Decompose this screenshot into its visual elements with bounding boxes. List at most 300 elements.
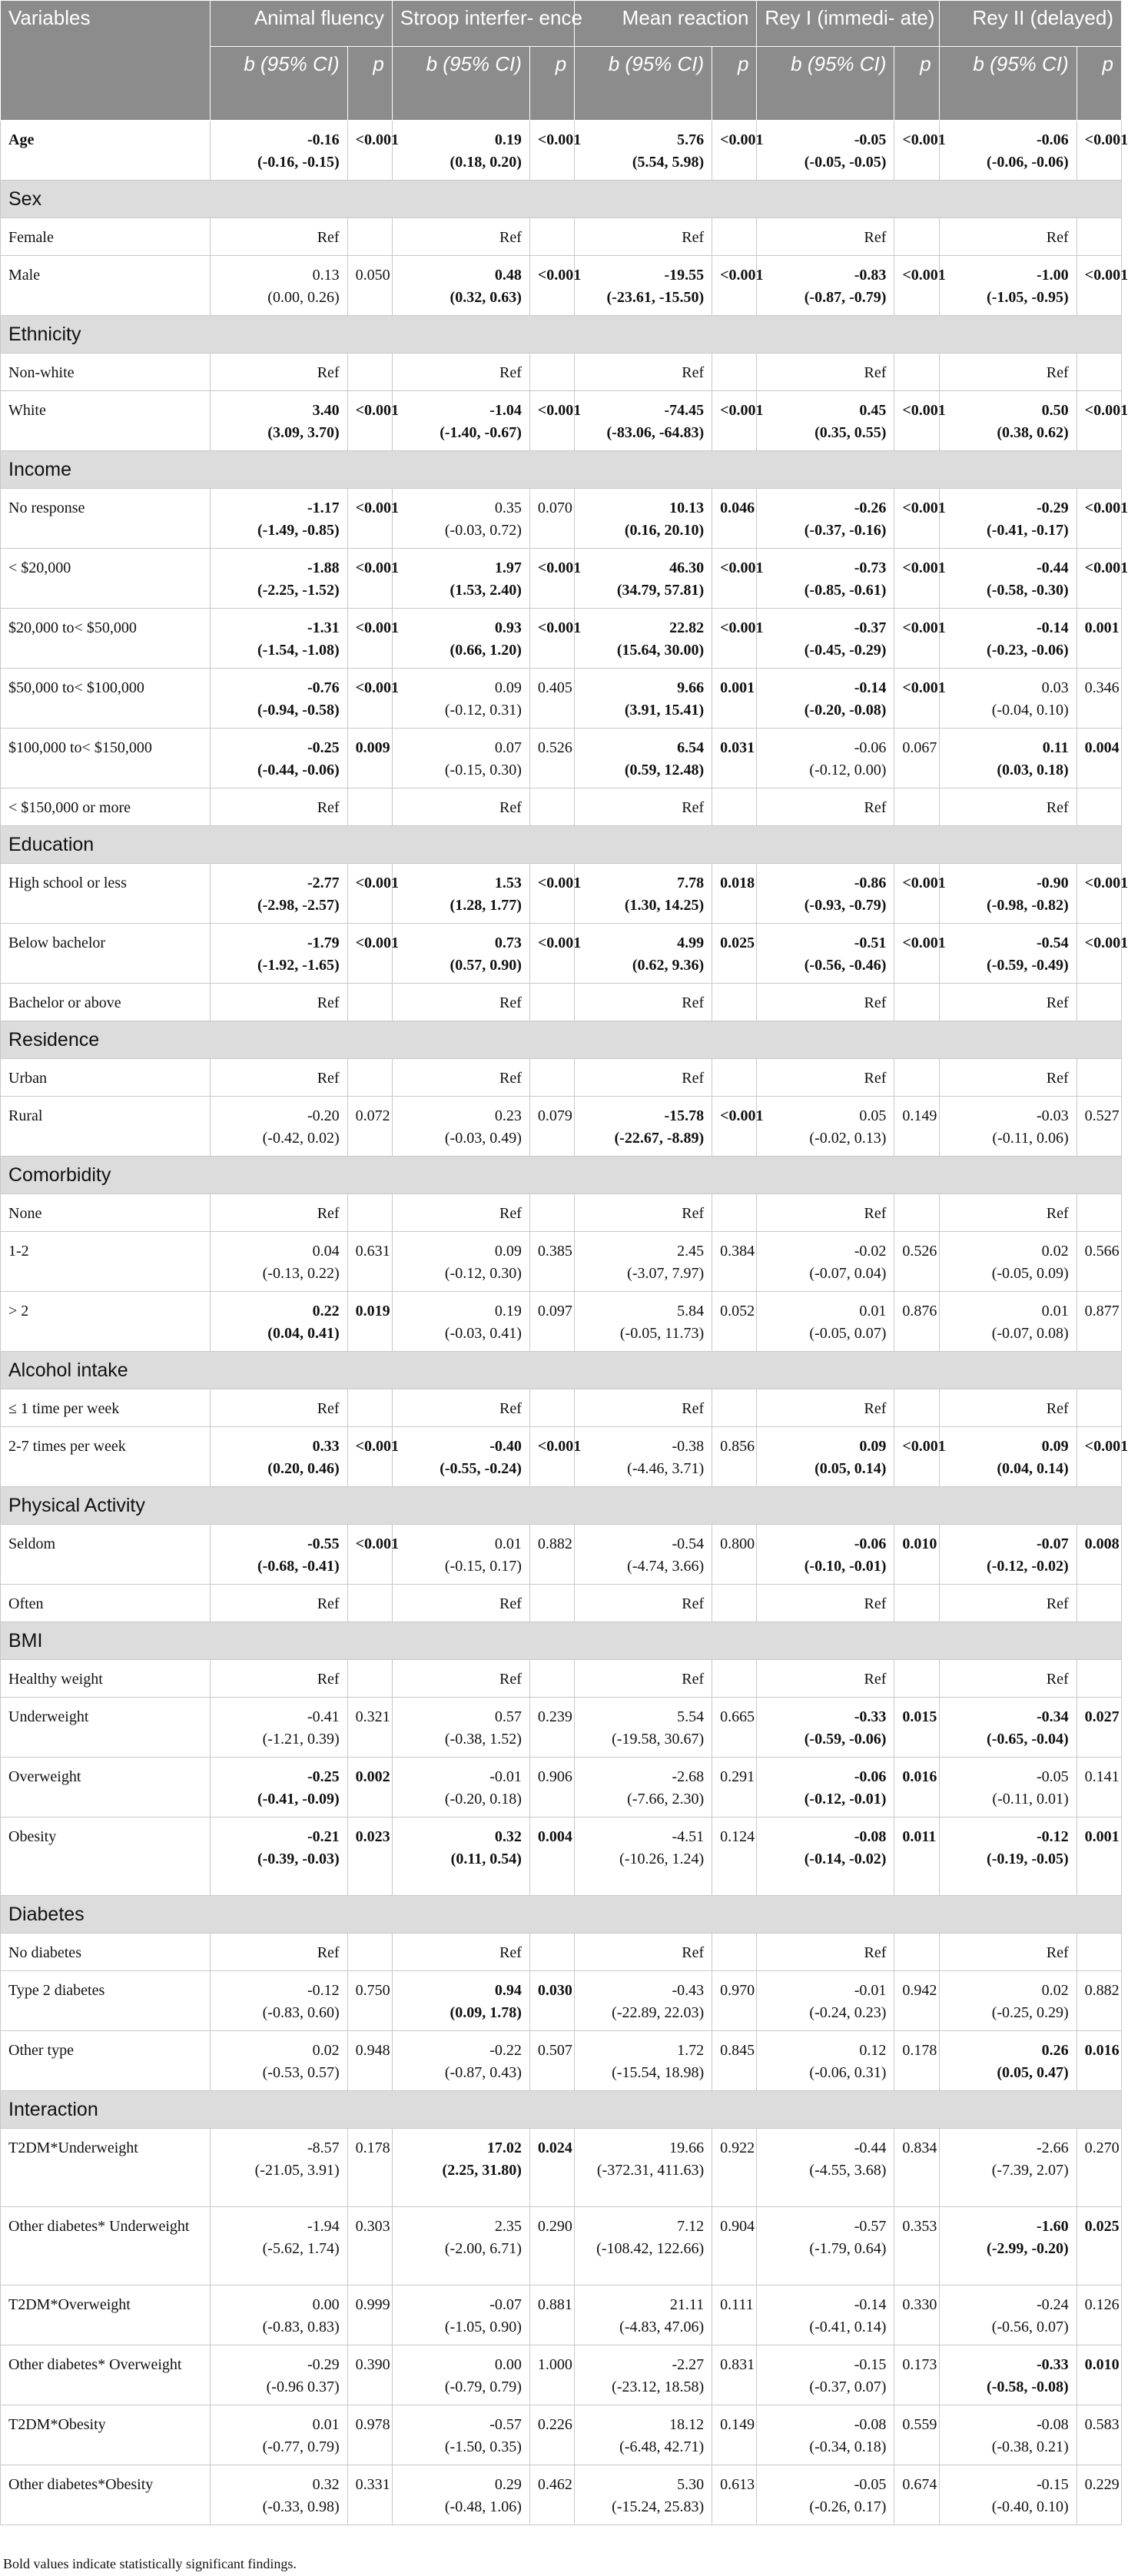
table-row bbox=[1, 2465, 1122, 2525]
estimate-cell bbox=[939, 2031, 1077, 2091]
estimate-cell bbox=[575, 1292, 712, 1352]
p-value-cell: 0.018 bbox=[712, 864, 757, 924]
estimate-ci: (-0.12, 0.31) bbox=[444, 702, 522, 719]
estimate-b: -0.08 bbox=[854, 2416, 887, 2433]
estimate-cell bbox=[575, 489, 712, 549]
estimate-b: -0.90 bbox=[1037, 875, 1069, 891]
table-row bbox=[1, 391, 1122, 451]
p-value-cell bbox=[712, 788, 757, 826]
estimate-b: -0.08 bbox=[1037, 2416, 1069, 2433]
estimate-ci: (0.35, 0.55) bbox=[814, 424, 887, 441]
estimate-ci: (0.04, 0.14) bbox=[997, 1460, 1069, 1477]
estimate-ci: (-0.03, 0.41) bbox=[444, 1325, 522, 1342]
estimate-cell bbox=[392, 489, 529, 549]
estimate-cell bbox=[757, 2405, 894, 2465]
estimate-b: 0.01 bbox=[1041, 1303, 1069, 1320]
p-value-cell: 0.390 bbox=[347, 2345, 392, 2405]
row-label: < $150,000 or more bbox=[1, 788, 211, 826]
estimate-b: -0.14 bbox=[854, 2296, 887, 2313]
estimate-cell bbox=[939, 924, 1077, 984]
table-row bbox=[1, 2031, 1122, 2091]
ref-label: Ref bbox=[317, 994, 340, 1011]
estimate-b: 0.22 bbox=[312, 1303, 340, 1320]
p-value-cell: <0.001 bbox=[894, 489, 939, 549]
estimate-ci: (-108.42, 122.66) bbox=[596, 2240, 705, 2257]
p-value-cell bbox=[712, 1194, 757, 1232]
ref-label: Ref bbox=[682, 1205, 705, 1222]
p-value-cell: 0.001 bbox=[1077, 609, 1121, 669]
ref-cell bbox=[210, 354, 347, 391]
estimate-b: 0.01 bbox=[494, 1535, 522, 1552]
estimate-cell bbox=[210, 2465, 347, 2525]
ref-label: Ref bbox=[864, 1070, 887, 1087]
p-value-cell bbox=[347, 788, 392, 826]
p-value-cell: 0.229 bbox=[1077, 2465, 1121, 2525]
estimate-cell bbox=[939, 669, 1077, 729]
estimate-ci: (-0.03, 0.72) bbox=[444, 522, 522, 539]
estimate-ci: (-0.44, -0.06) bbox=[257, 762, 340, 778]
estimate-b: 0.32 bbox=[312, 2476, 340, 2493]
estimate-b: -0.12 bbox=[307, 1982, 340, 1999]
estimate-b: 1.72 bbox=[677, 2042, 705, 2059]
estimate-b: 0.45 bbox=[859, 402, 887, 419]
estimate-b: 0.05 bbox=[859, 1107, 887, 1124]
estimate-cell bbox=[210, 669, 347, 729]
ref-label: Ref bbox=[499, 1671, 522, 1688]
estimate-cell bbox=[392, 924, 529, 984]
estimate-ci: (-0.48, 1.06) bbox=[444, 2498, 522, 2515]
estimate-ci: (0.59, 12.48) bbox=[624, 762, 705, 778]
estimate-cell bbox=[575, 609, 712, 669]
p-value-cell: 0.001 bbox=[1077, 1817, 1121, 1896]
p-value-cell: <0.001 bbox=[894, 1427, 939, 1487]
estimate-cell bbox=[210, 1971, 347, 2031]
estimate-ci: (-1.49, -0.85) bbox=[257, 522, 340, 539]
estimate-ci: (-0.20, -0.08) bbox=[804, 702, 887, 719]
section-label: Diabetes bbox=[1, 1896, 1122, 1934]
p-value-cell bbox=[529, 984, 574, 1021]
estimate-cell bbox=[757, 1292, 894, 1352]
estimate-cell bbox=[210, 2207, 347, 2286]
group-header-stroop-interference: Stroop interfer- ence bbox=[392, 1, 574, 47]
section-label: Interaction bbox=[1, 2091, 1122, 2129]
estimate-b: -0.21 bbox=[307, 1828, 340, 1845]
estimate-cell bbox=[392, 729, 529, 788]
estimate-cell bbox=[757, 1525, 894, 1585]
p-value-cell bbox=[894, 1934, 939, 1971]
table-row bbox=[1, 2207, 1122, 2286]
p-value-cell: 0.346 bbox=[1077, 669, 1121, 729]
p-value-cell bbox=[894, 354, 939, 391]
estimate-b: -15.78 bbox=[664, 1107, 705, 1124]
p-value-cell: 0.046 bbox=[712, 489, 757, 549]
table-row bbox=[1, 2345, 1122, 2405]
p-value-cell: 0.613 bbox=[712, 2465, 757, 2525]
estimate-cell bbox=[392, 2031, 529, 2091]
estimate-cell bbox=[210, 1097, 347, 1157]
estimate-ci: (2.25, 31.80) bbox=[442, 2162, 522, 2179]
p-value-cell: 0.015 bbox=[894, 1698, 939, 1758]
p-value-cell: 0.024 bbox=[529, 2129, 574, 2207]
estimate-cell bbox=[392, 1427, 529, 1487]
ref-cell bbox=[392, 1194, 529, 1232]
p-value-cell bbox=[712, 1585, 757, 1622]
ref-cell bbox=[392, 984, 529, 1021]
p-value-cell: 0.001 bbox=[712, 669, 757, 729]
section-label: Income bbox=[1, 451, 1122, 489]
p-value-cell: 0.025 bbox=[1077, 2207, 1121, 2286]
estimate-cell bbox=[757, 609, 894, 669]
estimate-b: 0.00 bbox=[494, 2356, 522, 2373]
estimate-cell bbox=[210, 121, 347, 181]
estimate-b: -0.05 bbox=[854, 2476, 887, 2493]
estimate-b: 2.35 bbox=[494, 2218, 522, 2235]
estimate-b: -0.44 bbox=[854, 2139, 887, 2156]
estimate-cell bbox=[575, 1971, 712, 2031]
ref-label: Ref bbox=[499, 229, 522, 246]
p-value-cell: <0.001 bbox=[529, 549, 574, 609]
row-label: Often bbox=[1, 1585, 211, 1622]
p-value-cell: <0.001 bbox=[712, 256, 757, 316]
p-value-cell: 0.239 bbox=[529, 1698, 574, 1758]
estimate-cell bbox=[939, 1427, 1077, 1487]
p-value-cell: <0.001 bbox=[347, 1427, 392, 1487]
estimate-cell bbox=[757, 2207, 894, 2286]
estimate-cell bbox=[757, 1758, 894, 1817]
estimate-b: 2.45 bbox=[677, 1243, 705, 1260]
p-value-cell bbox=[529, 1660, 574, 1698]
estimate-cell bbox=[757, 2129, 894, 2207]
estimate-b: 0.26 bbox=[1041, 2042, 1069, 2059]
ref-label: Ref bbox=[317, 1400, 340, 1417]
p-value-cell: 0.141 bbox=[1077, 1758, 1121, 1817]
estimate-ci: (-2.98, -2.57) bbox=[257, 897, 340, 914]
table-header bbox=[1, 1, 1122, 121]
p-value-cell: <0.001 bbox=[894, 391, 939, 451]
estimate-cell bbox=[392, 2465, 529, 2525]
p-value-cell: 1.000 bbox=[529, 2345, 574, 2405]
p-value-cell: 0.922 bbox=[712, 2129, 757, 2207]
estimate-ci: (-0.65, -0.04) bbox=[987, 1731, 1069, 1748]
p-value-cell: 0.527 bbox=[1077, 1097, 1121, 1157]
p-value-cell: 0.027 bbox=[1077, 1698, 1121, 1758]
estimate-ci: (-372.31, 411.63) bbox=[596, 2162, 705, 2179]
estimate-ci: (-7.66, 2.30) bbox=[627, 1791, 705, 1808]
estimate-cell bbox=[757, 729, 894, 788]
estimate-cell bbox=[392, 391, 529, 451]
estimate-ci: (-0.40, 0.10) bbox=[991, 2498, 1069, 2515]
ref-label: Ref bbox=[864, 1400, 887, 1417]
estimate-b: -0.86 bbox=[854, 875, 887, 891]
p-value-cell: <0.001 bbox=[712, 549, 757, 609]
p-value-cell bbox=[894, 1059, 939, 1097]
b-ci-header: b (95% CI) bbox=[392, 47, 529, 121]
table-row bbox=[1, 2129, 1122, 2207]
estimate-ci: (-0.04, 0.10) bbox=[991, 702, 1069, 719]
estimate-ci: (-0.59, -0.49) bbox=[987, 957, 1069, 974]
p-value-cell: 0.050 bbox=[347, 256, 392, 316]
variables-header: Variables bbox=[1, 1, 211, 121]
estimate-ci: (0.11, 0.54) bbox=[450, 1851, 522, 1867]
estimate-ci: (3.09, 3.70) bbox=[267, 424, 340, 441]
estimate-b: 0.11 bbox=[1042, 739, 1069, 756]
estimate-cell bbox=[392, 2129, 529, 2207]
ref-cell bbox=[210, 218, 347, 256]
estimate-b: -19.55 bbox=[664, 267, 705, 284]
estimate-cell bbox=[939, 121, 1077, 181]
ref-cell bbox=[575, 1660, 712, 1698]
p-value-cell: 0.124 bbox=[712, 1817, 757, 1896]
table-row bbox=[1, 864, 1122, 924]
row-label: Other diabetes* Underweight bbox=[1, 2207, 211, 2286]
row-label: Underweight bbox=[1, 1698, 211, 1758]
estimate-cell bbox=[575, 121, 712, 181]
p-value-cell: 0.004 bbox=[529, 1817, 574, 1896]
p-value-cell: 0.025 bbox=[712, 924, 757, 984]
estimate-ci: (0.04, 0.41) bbox=[267, 1325, 340, 1342]
ref-label: Ref bbox=[682, 994, 705, 1011]
estimate-ci: (0.32, 0.63) bbox=[450, 289, 522, 306]
estimate-cell bbox=[757, 1817, 894, 1896]
ref-label: Ref bbox=[864, 1595, 887, 1612]
p-value-header: p bbox=[1077, 47, 1121, 121]
estimate-b: -1.94 bbox=[307, 2218, 340, 2235]
ref-label: Ref bbox=[1046, 1595, 1069, 1612]
estimate-cell bbox=[210, 1817, 347, 1896]
estimate-b: 6.54 bbox=[677, 739, 705, 756]
p-value-cell: <0.001 bbox=[347, 669, 392, 729]
row-label: 2-7 times per week bbox=[1, 1427, 211, 1487]
estimate-b: -8.57 bbox=[307, 2139, 340, 2156]
ref-cell bbox=[757, 984, 894, 1021]
p-value-cell: 0.856 bbox=[712, 1427, 757, 1487]
p-value-cell: 0.291 bbox=[712, 1758, 757, 1817]
estimate-b: 0.57 bbox=[494, 1708, 522, 1725]
estimate-ci: (-0.13, 0.22) bbox=[262, 1265, 340, 1282]
p-value-header: p bbox=[894, 47, 939, 121]
p-value-cell: 0.023 bbox=[347, 1817, 392, 1896]
p-value-cell bbox=[529, 1059, 574, 1097]
estimate-b: -0.57 bbox=[489, 2416, 522, 2433]
estimate-b: 1.53 bbox=[494, 875, 522, 891]
estimate-b: -4.51 bbox=[672, 1828, 705, 1845]
p-value-cell: 0.052 bbox=[712, 1292, 757, 1352]
p-value-cell: <0.001 bbox=[347, 391, 392, 451]
estimate-ci: (-0.12, -0.02) bbox=[987, 1558, 1069, 1575]
estimate-b: -1.17 bbox=[307, 500, 340, 516]
row-label: No diabetes bbox=[1, 1934, 211, 1971]
estimate-b: 0.03 bbox=[1041, 679, 1069, 696]
p-value-cell: <0.001 bbox=[894, 256, 939, 316]
group-header-animal-fluency: Animal fluency bbox=[210, 1, 392, 47]
section-label: Sex bbox=[1, 181, 1122, 218]
ref-label: Ref bbox=[682, 1595, 705, 1612]
estimate-ci: (-6.48, 42.71) bbox=[619, 2438, 705, 2455]
ref-cell bbox=[939, 218, 1077, 256]
estimate-cell bbox=[392, 1097, 529, 1157]
table-row bbox=[1, 1698, 1122, 1758]
p-value-cell: 0.970 bbox=[712, 1971, 757, 2031]
ref-label: Ref bbox=[499, 364, 522, 381]
ref-label: Ref bbox=[317, 1205, 340, 1222]
estimate-b: -0.73 bbox=[854, 559, 887, 576]
estimate-b: 0.32 bbox=[494, 1828, 522, 1845]
estimate-ci: (-0.85, -0.61) bbox=[804, 582, 887, 599]
estimate-b: -0.05 bbox=[1037, 1768, 1069, 1785]
ref-cell bbox=[392, 1059, 529, 1097]
row-label: Type 2 diabetes bbox=[1, 1971, 211, 2031]
estimate-cell bbox=[575, 1525, 712, 1585]
estimate-ci: (-23.12, 18.58) bbox=[612, 2378, 705, 2395]
estimate-b: -0.26 bbox=[854, 500, 887, 516]
ref-cell bbox=[939, 1585, 1077, 1622]
estimate-b: 0.09 bbox=[494, 1243, 522, 1260]
estimate-ci: (-0.07, 0.08) bbox=[991, 1325, 1069, 1342]
estimate-b: -2.27 bbox=[672, 2356, 705, 2373]
p-value-cell bbox=[712, 218, 757, 256]
estimate-ci: (-0.38, 1.52) bbox=[444, 1731, 522, 1748]
estimate-b: -0.06 bbox=[854, 1768, 887, 1785]
estimate-ci: (-0.02, 0.13) bbox=[809, 1130, 887, 1147]
ref-label: Ref bbox=[864, 229, 887, 246]
ref-cell bbox=[939, 1059, 1077, 1097]
estimate-cell bbox=[210, 2345, 347, 2405]
estimate-cell bbox=[575, 864, 712, 924]
estimate-ci: (-0.06, -0.06) bbox=[987, 154, 1069, 171]
ref-label: Ref bbox=[499, 1070, 522, 1087]
estimate-cell bbox=[392, 669, 529, 729]
estimate-cell bbox=[210, 1758, 347, 1817]
estimate-b: 0.02 bbox=[1041, 1982, 1069, 1999]
p-value-cell: 0.750 bbox=[347, 1971, 392, 2031]
p-value-cell: 0.004 bbox=[1077, 729, 1121, 788]
table-row bbox=[1, 121, 1122, 181]
estimate-cell bbox=[392, 256, 529, 316]
b-ci-header: b (95% CI) bbox=[575, 47, 712, 121]
estimate-ci: (-1.05, 0.90) bbox=[444, 2319, 522, 2335]
estimate-b: -1.04 bbox=[489, 402, 522, 419]
table-row bbox=[1, 1525, 1122, 1585]
estimate-b: -0.14 bbox=[854, 679, 887, 696]
p-value-cell: 0.559 bbox=[894, 2405, 939, 2465]
estimate-b: 5.76 bbox=[677, 131, 705, 148]
table-row bbox=[1, 2405, 1122, 2465]
estimate-b: 0.35 bbox=[494, 500, 522, 516]
estimate-cell bbox=[939, 256, 1077, 316]
p-value-cell: 0.942 bbox=[894, 1971, 939, 2031]
estimate-cell bbox=[575, 1817, 712, 1896]
p-value-cell: 0.631 bbox=[347, 1232, 392, 1292]
estimate-cell bbox=[392, 1292, 529, 1352]
b-ci-header: b (95% CI) bbox=[210, 47, 347, 121]
estimate-ci: (0.57, 0.90) bbox=[450, 957, 522, 974]
estimate-ci: (-3.07, 7.97) bbox=[627, 1265, 705, 1282]
ref-cell bbox=[575, 1059, 712, 1097]
estimate-ci: (-4.55, 3.68) bbox=[809, 2162, 887, 2179]
estimate-b: 22.82 bbox=[669, 619, 705, 636]
table-row bbox=[1, 788, 1122, 826]
p-value-cell: <0.001 bbox=[347, 121, 392, 181]
estimate-b: -0.76 bbox=[307, 679, 340, 696]
estimate-b: -0.07 bbox=[1037, 1535, 1069, 1552]
estimate-ci: (0.16, 20.10) bbox=[624, 522, 705, 539]
table-row bbox=[1, 218, 1122, 256]
estimate-b: -0.44 bbox=[1037, 559, 1069, 576]
table-row bbox=[1, 1817, 1122, 1896]
p-value-cell bbox=[529, 1585, 574, 1622]
estimate-cell bbox=[575, 1232, 712, 1292]
ref-label: Ref bbox=[317, 1595, 340, 1612]
estimate-cell bbox=[575, 1758, 712, 1817]
table-row bbox=[1, 1934, 1122, 1971]
p-value-cell: <0.001 bbox=[894, 609, 939, 669]
ref-cell bbox=[575, 1585, 712, 1622]
p-value-cell: 0.385 bbox=[529, 1232, 574, 1292]
row-label: None bbox=[1, 1194, 211, 1232]
ref-cell bbox=[939, 354, 1077, 391]
p-value-cell: 0.405 bbox=[529, 669, 574, 729]
estimate-cell bbox=[757, 121, 894, 181]
p-value-cell: <0.001 bbox=[712, 1097, 757, 1157]
estimate-cell bbox=[392, 2207, 529, 2286]
p-value-cell: 0.526 bbox=[894, 1232, 939, 1292]
estimate-ci: (-0.68, -0.41) bbox=[257, 1558, 340, 1575]
estimate-cell bbox=[392, 1698, 529, 1758]
p-value-cell: 0.978 bbox=[347, 2405, 392, 2465]
ref-label: Ref bbox=[499, 1205, 522, 1222]
estimate-ci: (-4.74, 3.66) bbox=[627, 1558, 705, 1575]
ref-cell bbox=[392, 354, 529, 391]
ref-label: Ref bbox=[499, 994, 522, 1011]
p-value-cell: <0.001 bbox=[347, 1525, 392, 1585]
estimate-ci: (-0.05, 0.07) bbox=[809, 1325, 887, 1342]
estimate-ci: (-10.26, 1.24) bbox=[619, 1851, 705, 1867]
row-label: Below bachelor bbox=[1, 924, 211, 984]
estimate-cell bbox=[939, 1232, 1077, 1292]
row-label: Bachelor or above bbox=[1, 984, 211, 1021]
section-row bbox=[1, 181, 1122, 218]
p-value-cell: 0.831 bbox=[712, 2345, 757, 2405]
estimate-ci: (-0.38, 0.21) bbox=[991, 2438, 1069, 2455]
estimate-ci: (-0.11, 0.06) bbox=[992, 1130, 1069, 1147]
estimate-ci: (-0.55, -0.24) bbox=[440, 1460, 522, 1477]
p-value-cell bbox=[894, 218, 939, 256]
estimate-cell bbox=[757, 1427, 894, 1487]
p-value-cell: 0.031 bbox=[712, 729, 757, 788]
section-row bbox=[1, 1352, 1122, 1389]
estimate-ci: (-0.77, 0.79) bbox=[262, 2438, 340, 2455]
estimate-b: -0.06 bbox=[854, 739, 887, 756]
estimate-b: 3.40 bbox=[312, 402, 340, 419]
p-value-cell: <0.001 bbox=[347, 864, 392, 924]
estimate-b: -0.34 bbox=[1037, 1708, 1069, 1725]
p-value-cell: 0.834 bbox=[894, 2129, 939, 2207]
p-value-cell: <0.001 bbox=[1077, 1427, 1121, 1487]
row-label: Overweight bbox=[1, 1758, 211, 1817]
row-label: 1-2 bbox=[1, 1232, 211, 1292]
estimate-ci: (-0.83, 0.83) bbox=[262, 2319, 340, 2335]
ref-label: Ref bbox=[682, 799, 705, 816]
estimate-cell bbox=[575, 2345, 712, 2405]
estimate-cell bbox=[757, 2031, 894, 2091]
p-value-cell: <0.001 bbox=[1077, 256, 1121, 316]
estimate-ci: (-83.06, -64.83) bbox=[606, 424, 705, 441]
estimate-ci: (-1.40, -0.67) bbox=[440, 424, 522, 441]
estimate-b: -0.05 bbox=[854, 131, 887, 148]
ref-cell bbox=[757, 1934, 894, 1971]
p-value-cell bbox=[347, 1585, 392, 1622]
ref-label: Ref bbox=[1046, 1205, 1069, 1222]
